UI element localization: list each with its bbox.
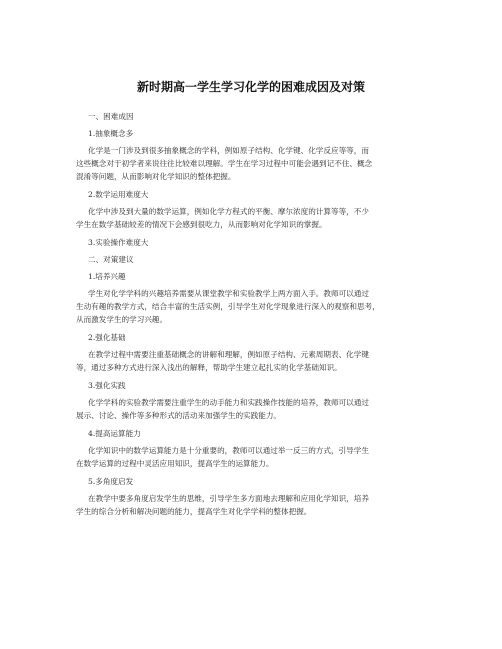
section-heading-suggestions: 二、对策建议 <box>88 255 134 264</box>
paragraph-line: 学生的综合分析和解决问题的能力，提高学生对化学学科的整体把握。 <box>76 507 312 516</box>
paragraph-line: 在数学运算的过程中灵活应用知识，提高学生的运算能力。 <box>76 459 274 468</box>
paragraph-line: 这些概念对于初学者来说往往比较难以理解。学生在学习过程中可能会遇到记不住、概念 <box>76 159 373 168</box>
paragraph-line: 等，通过多种方式进行深入浅出的解释，帮助学生建立起扎实的化学基础知识。 <box>76 363 342 372</box>
paragraph-line: 从而激发学生的学习兴趣。 <box>76 315 168 324</box>
subheading-multi-angle: 5.多角度启发 <box>88 477 134 486</box>
subheading-interest: 1.培养兴趣 <box>88 272 126 281</box>
paragraph-line: 化学学科的实验教学需要注重学生的动手能力和实践操作技能的培养，教师可以通过 <box>88 398 369 407</box>
subheading-calculation: 4.提高运算能力 <box>88 429 141 438</box>
document-title: 新时期高一学生学习化学的困难成因及对策 <box>136 80 365 94</box>
subheading-practice: 3.强化实践 <box>88 381 126 390</box>
subheading-abstract-concepts: 1.抽象概念多 <box>88 129 134 138</box>
paragraph-line: 在教学过程中需要注重基础概念的讲解和理解，例如原子结构、元素周期表、化学键 <box>88 350 369 359</box>
paragraph-line: 生动有趣的教学方式，结合丰富的生活实例，引导学生对化学现象进行深入的观察和思考， <box>76 302 380 311</box>
paragraph-line: 混淆等问题，从而影响对化学知识的整体把握。 <box>76 172 236 181</box>
paragraph-line: 学生对化学学科的兴趣培养需要从课堂教学和实验教学上两方面入手。教师可以通过 <box>88 289 369 298</box>
paragraph-line: 展示、讨论、操作等多种形式的活动来加强学生的实践能力。 <box>76 411 282 420</box>
paragraph-line: 化学是一门涉及到很多抽象概念的学科，例如原子结构、化学键、化学反应等等，而 <box>88 146 369 155</box>
subheading-foundation: 2.强化基础 <box>88 333 126 342</box>
paragraph-line: 学生在数学基础较差的情况下会感到很吃力，从而影响对化学知识的掌握。 <box>76 220 327 229</box>
paragraph-line: 在教学中要多角度启发学生的思维，引导学生多方面地去理解和应用化学知识，培养 <box>88 494 369 503</box>
paragraph-line: 化学中涉及到大量的数学运算，例如化学方程式的平衡、摩尔浓度的计算等等，不少 <box>88 207 369 216</box>
section-heading-causes: 一、困难成因 <box>88 112 134 121</box>
subheading-lab-difficulty: 3.实验操作难度大 <box>88 238 149 247</box>
subheading-math-difficulty: 2.数学运用难度大 <box>88 190 149 199</box>
paragraph-line: 化学知识中的数学运算能力是十分重要的，教师可以通过举一反三的方式，引导学生 <box>88 446 369 455</box>
